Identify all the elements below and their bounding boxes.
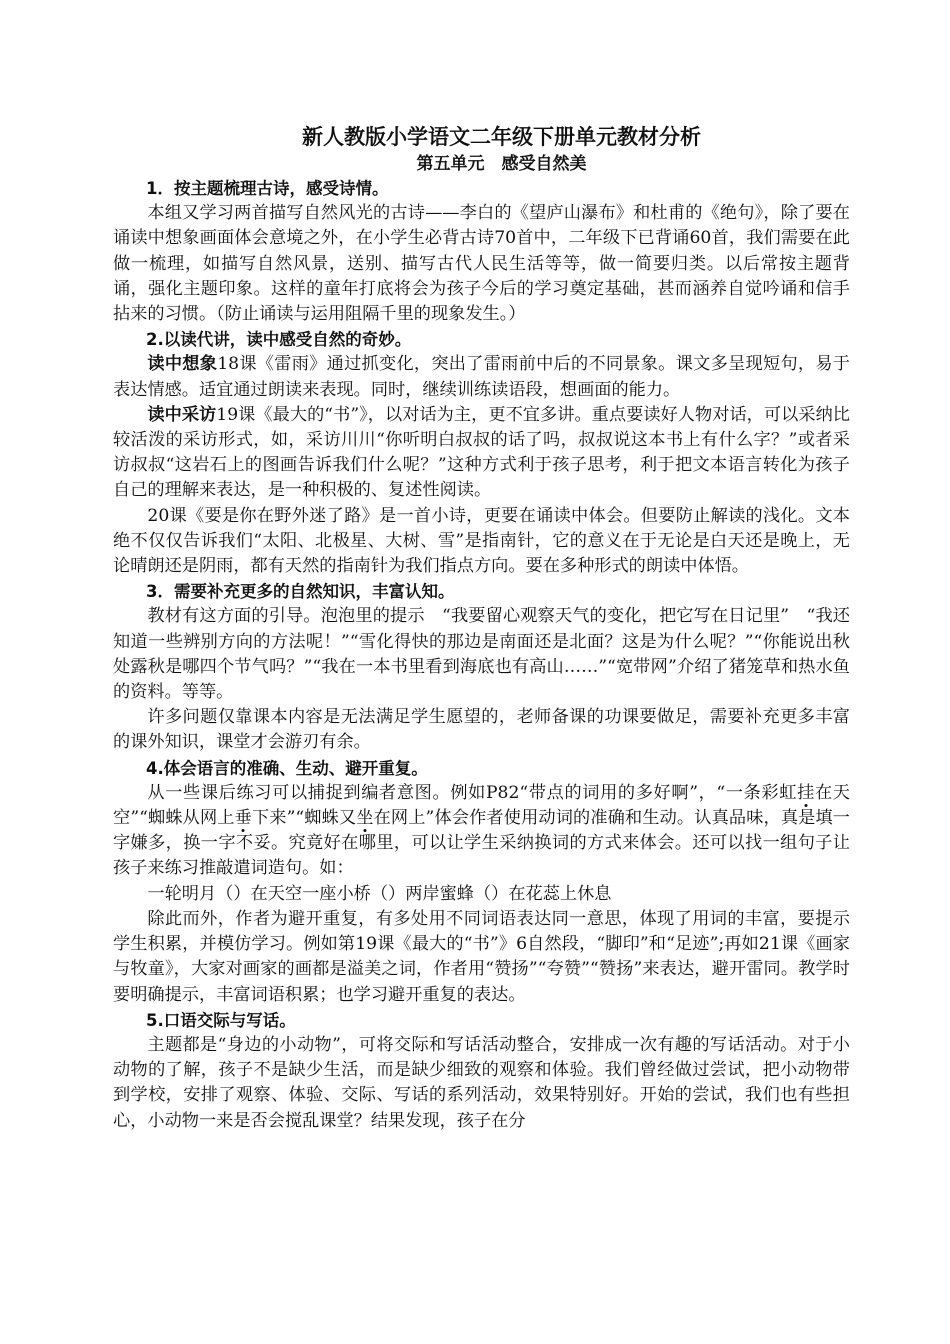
section-3-paragraph-1: 教材有这方面的引导。泡泡里的提示 “我要留心观察天气的变化，把它写在日记里” “我还知道一些辨别方向的方法呢！”“雪化得快的那边是南面还是北面？这是为什么呢？”“你能说出秋处露秋是哪四个节气吗？”“我在一本书里看到海底也有高山……”“宽带网”介绍了猪笼草和热水鱼的资料。等等。 (113, 606, 850, 703)
dotted-word-zuo: 坐 (356, 808, 374, 829)
section-2-heading: 2.以读代讲，读中感受自然的奇妙。 (146, 330, 412, 350)
section-3-paragraph-2: 许多问题仅靠课本内容是无法满足学生愿望的，老师备课的功课要做足，需要补充更多丰富的课外知识，课堂才会游刃有余。 (113, 707, 850, 753)
section-4-exercise-line: 一轮明月（）在天空一座小桥（）两岸蜜蜂（）在花蕊上休息 (147, 883, 612, 904)
s4-text-e: 在网上”体会作者使用动词的准确和生动。认真品味，真是填一字嫌多，换一字不妥。究竟好在哪里，可以让学生采纳换词的方式来体会。还可以找一组句子让孩子来练习推敲遣词造句。如： (113, 808, 850, 879)
section-1-paragraph: 本组又学习两首描写自然风光的古诗——李白的《望庐山瀑布》和杜甫的《绝句》，除了要在诵读中想象画面体会意境之外，在小学生必背古诗70首中，二年级下已背诵60首，我们需要在此做一梳理，如描写自然风景，送别、描写古代人民生活等等，做一简要归类。以后常按主题背诵，强化主题印象。这样的童年打底将会为孩子今后的学习奠定基础，甚而涵养自觉吟诵和信手拈来的习惯。（防止诵读与运用阻隔千里的现象发生。） (113, 203, 850, 325)
read-imagine-lead: 读中想象 (147, 354, 218, 375)
s4-text-c: 下来”“蜘蛛又 (251, 808, 357, 829)
section-1-heading: 1．按主题梳理古诗，感受诗情。 (146, 179, 389, 198)
dotted-word-chui: 垂 (234, 808, 252, 829)
section-2-paragraph-2 (113, 403, 850, 504)
read-interview-text: 19课《最大的“书”》，以对话为主，更不宜多讲。重点要读好人物对话，可以采纳比较活泼的采访形式，如，采访川川“你听明白叔叔的话了吗，叔叔说这本书上有什么字？”或者采访叔叔“这岩石上的图画告诉我们什么呢？”这种方式利于孩子思考，利于把文本语言转化为孩子自己的理解来表达，是一种积极的、复述性阅读。 (113, 404, 850, 501)
section-4-paragraph-1 (113, 781, 850, 882)
unit-subtitle: 第五单元 感受自然美 (416, 154, 587, 174)
section-5-paragraph: 主题都是“身边的小动物”，可将交际和写话活动整合，安排成一次有趣的写话活动。对于小动物的了解，孩子不是缺少生活，而是缺少细致的观察和体验。我们曾经做过尝试，把小动物带到学校，安排了观察、体验、交际、写话的系列活动，效果特别好。开始的尝试，我们也有些担心，小动物一来是否会搅乱课堂？结果发现，孩子在分 (113, 1034, 850, 1131)
section-3-heading: 3．需要补充更多的自然知识，丰富认知。 (146, 582, 455, 602)
s4-text-a: 从一些课后练习可以捕捉到编者意图。例如P82“带点的词用的多好啊”，“一条彩虹 (147, 782, 798, 803)
dotted-word-gua: 挂 (797, 782, 815, 803)
section-2-paragraph-1 (113, 352, 850, 402)
section-2-paragraph-3: 20课《要是你在野外迷了路》是一首小诗，更要在诵读中体会。但要防止解读的浅化。文本绝不仅仅告诉我们“太阳、北极星、大树、雪”是指南针，它的意义在于无论是白天还是晚上，无论晴朗还是阴雨，都有天然的指南针为我们指点方向。要在多种形式的朗读中体悟。 (113, 505, 850, 577)
document-title: 新人教版小学语文二年级下册单元教材分析 (302, 125, 701, 149)
s4-text-b: 在天空”“蜘蛛从网上 (113, 782, 850, 829)
read-interview-lead: 读中采访 (147, 404, 217, 425)
section-4-paragraph-3: 除此而外，作者为避开重复，有多处用不同词语表达同一意思，体现了用词的丰富，要提示学生积累，并模仿学习。例如第19课《最大的“书”》6自然段，“脚印”和“足迹”;再如21课《画家与牧童》，大家对画家的画都是溢美之词，作者用“赞扬”“夸赞”“赞扬”来表达，避开雷同。教学时要明确提示，丰富词语积累；也学习避开重复的表达。 (113, 908, 850, 1005)
read-imagine-text: 18课《雷雨》通过抓变化，突出了雷雨前中后的不同景象。课文多呈现短句，易于表达情感。适宜通过朗读来表现。同时，继续训练读语段，想画面的能力。 (113, 354, 850, 400)
section-4-heading: 4.体会语言的准确、生动、避开重复。 (146, 758, 428, 778)
section-5-heading: 5.口语交际与写话。 (146, 1010, 296, 1030)
